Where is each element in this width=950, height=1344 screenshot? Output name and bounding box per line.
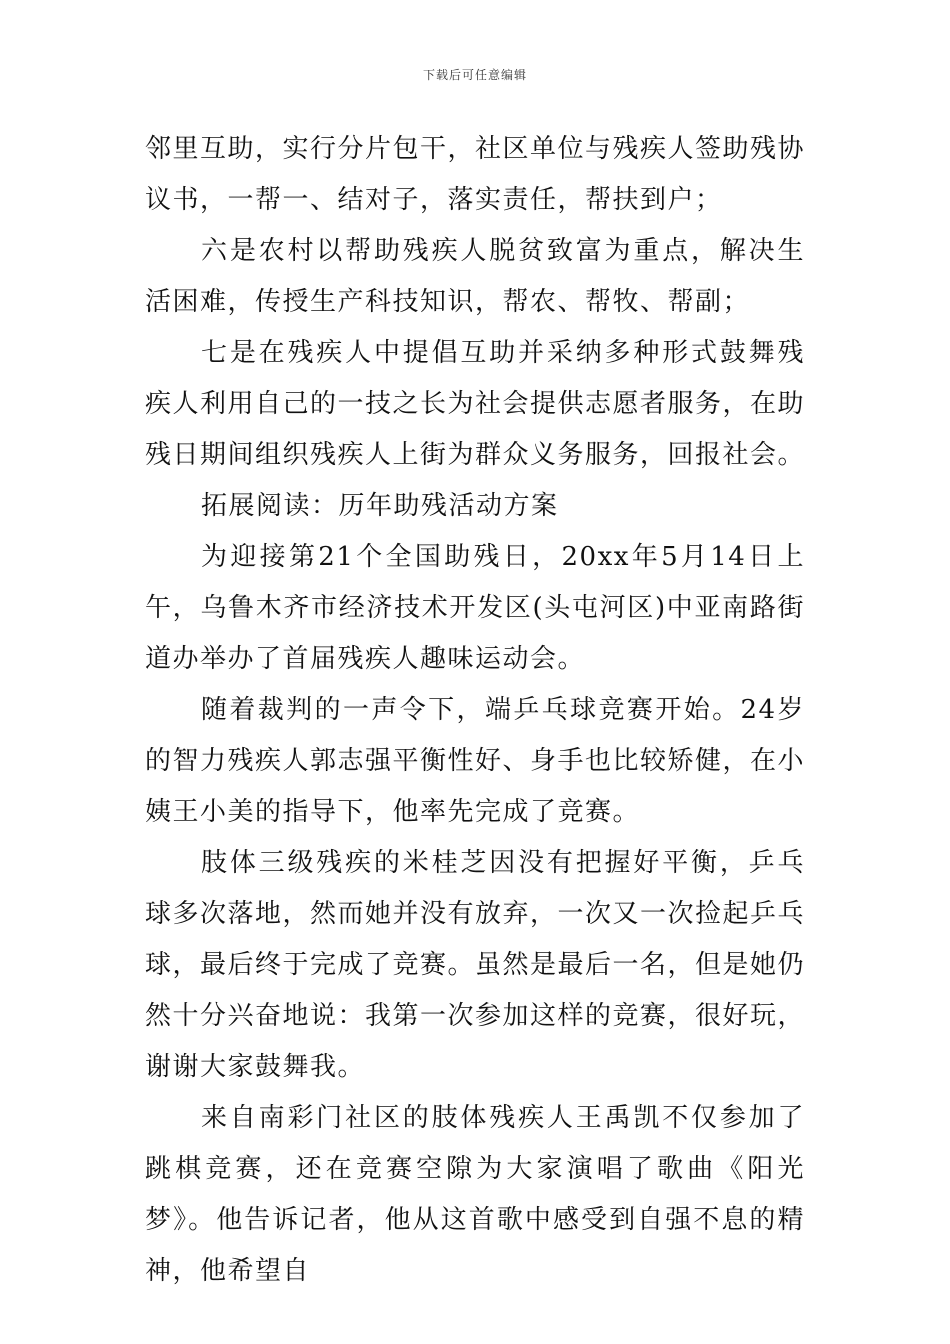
document-body [145,124,805,1297]
paragraph: 七是在残疾人中提倡互助并采纳多种形式鼓舞残疾人利用自己的一技之长为社会提供志愿者服务，在助残日期间组织残疾人上街为群众义务服务，回报社会。 [145,338,806,470]
paragraph: 肢体三级残疾的米桂芝因没有把握好平衡，乒乓球多次落地，然而她并没有放弃，一次又一次捡起乒乓球，最后终于完成了竞赛。虽然是最后一名，但是她仍然十分兴奋地说：我第一次参加这样的竞赛，很好玩，谢谢大家鼓舞我。 [145,848,806,1082]
section-heading: 拓展阅读：历年助残活动方案 [201,491,559,521]
paragraph: 邻里互助，实行分片包干，社区单位与残疾人签助残协议书，一帮一、结对子，落实责任，帮扶到户； [145,134,806,215]
paragraph: 六是农村以帮助残疾人脱贫致富为重点，解决生活困难，传授生产科技知识，帮农、帮牧、帮副； [145,236,805,317]
page-header-note: 下载后可任意编辑 [422,68,527,82]
paragraph: 来自南彩门社区的肢体残疾人王禹凯不仅参加了跳棋竞赛，还在竞赛空隙为大家演唱了歌曲《阳光梦》。他告诉记者，他从这首歌中感受到自强不息的精神，他希望自 [145,1103,805,1286]
paragraph: 随着裁判的一声令下，端乒乓球竞赛开始。24岁的智力残疾人郭志强平衡性好、身手也比较矫健，在小姨王小美的指导下，他率先完成了竞赛。 [145,695,806,827]
paragraph: 为迎接第21个全国助残日，20xx年5月14日上午，乌鲁木齐市经济技术开发区(头屯河区)中亚南路街道办举办了首届残疾人趣味运动会。 [145,542,805,674]
